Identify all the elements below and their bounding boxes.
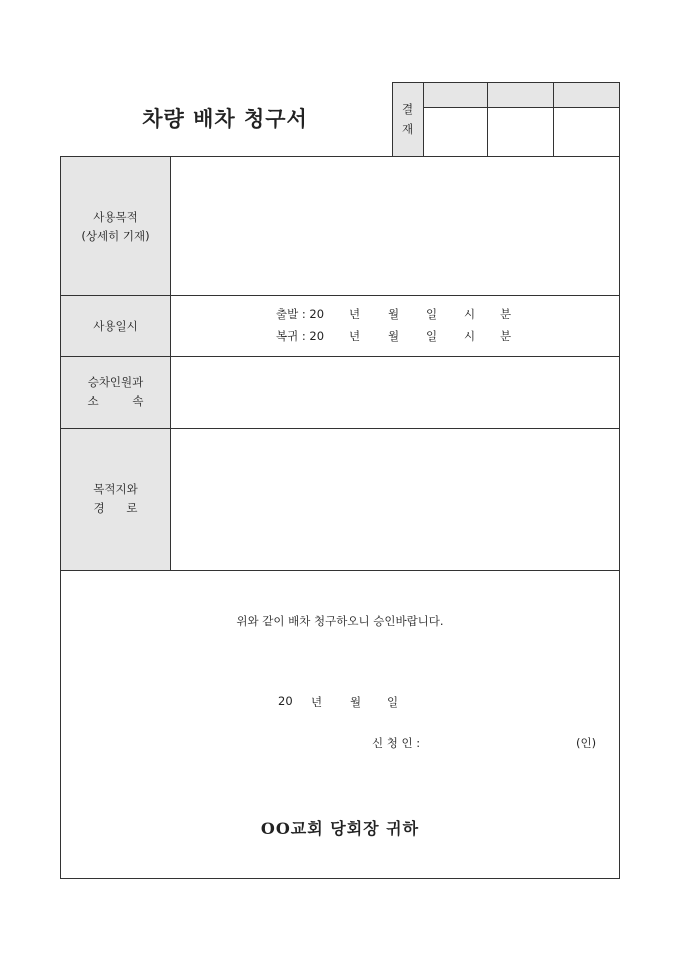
passengers-label-cell bbox=[61, 356, 171, 428]
approval-divider-1 bbox=[423, 82, 424, 156]
destination-input-area[interactable] bbox=[172, 429, 619, 569]
depart-month: 월 bbox=[388, 307, 400, 321]
datetime-label-cell bbox=[61, 296, 171, 356]
date-prefix: 20 bbox=[278, 694, 293, 708]
approval-mid-border bbox=[423, 107, 620, 108]
date-day: 일 bbox=[387, 695, 399, 709]
datetime-label: 사용일시 bbox=[93, 318, 138, 333]
document-title: 차량 배차 청구서 bbox=[142, 106, 308, 131]
addressee: OO교회 당회장 귀하 bbox=[260, 819, 420, 838]
purpose-input-area[interactable] bbox=[172, 157, 619, 295]
destination-label-cell bbox=[61, 428, 171, 570]
approval-divider-2 bbox=[487, 82, 488, 156]
approval-header-cell-3 bbox=[553, 82, 620, 108]
approval-divider-3 bbox=[553, 82, 554, 156]
purpose-label-detail: (상세히 기재) bbox=[81, 228, 150, 243]
approval-label bbox=[392, 82, 423, 156]
return-month: 월 bbox=[388, 329, 400, 343]
label-column-border bbox=[170, 156, 171, 570]
row-divider-4 bbox=[60, 570, 620, 571]
return-minute: 분 bbox=[500, 329, 512, 343]
date-year: 년 bbox=[311, 695, 323, 709]
passengers-input-area[interactable] bbox=[172, 357, 619, 427]
purpose-label: 사용목적 bbox=[93, 209, 138, 224]
depart-line[interactable] bbox=[276, 306, 536, 322]
depart-year: 년 bbox=[349, 307, 361, 321]
passengers-label-a: 소 bbox=[87, 394, 99, 408]
return-line[interactable] bbox=[276, 328, 536, 344]
approval-header-cell-1 bbox=[423, 82, 487, 108]
return-year: 년 bbox=[349, 329, 361, 343]
destination-label: 목적지와 bbox=[93, 482, 138, 496]
approval-left-border bbox=[392, 82, 393, 156]
applicant-input-area[interactable] bbox=[440, 732, 570, 752]
purpose-label-cell bbox=[61, 157, 171, 296]
passengers-label: 승차인원과 bbox=[87, 375, 144, 389]
return-hour: 시 bbox=[464, 329, 476, 343]
destination-label-a: 경 bbox=[93, 501, 105, 515]
seal-mark: (인) bbox=[576, 736, 597, 750]
depart-day: 일 bbox=[426, 307, 438, 321]
approval-header-cell-2 bbox=[487, 82, 553, 108]
approval-top-border bbox=[392, 82, 620, 83]
depart-hour: 시 bbox=[464, 307, 476, 321]
depart-prefix: 출발 : 20 bbox=[276, 307, 325, 321]
destination-label-b: 로 bbox=[126, 501, 138, 515]
passengers-label-b: 속 bbox=[132, 394, 144, 408]
request-statement: 위와 같이 배차 청구하오니 승인바랍니다. bbox=[236, 614, 444, 628]
applicant-label: 신 청 인 : bbox=[372, 736, 421, 750]
date-line[interactable] bbox=[278, 694, 418, 710]
date-month: 월 bbox=[350, 695, 362, 709]
approval-label-bottom: 재 bbox=[401, 122, 414, 136]
return-prefix: 복귀 : 20 bbox=[276, 329, 325, 343]
return-day: 일 bbox=[426, 329, 438, 343]
approval-label-top: 결 bbox=[401, 102, 414, 116]
row-divider-1 bbox=[60, 295, 620, 296]
depart-minute: 분 bbox=[500, 307, 512, 321]
approval-right-border bbox=[619, 82, 620, 156]
